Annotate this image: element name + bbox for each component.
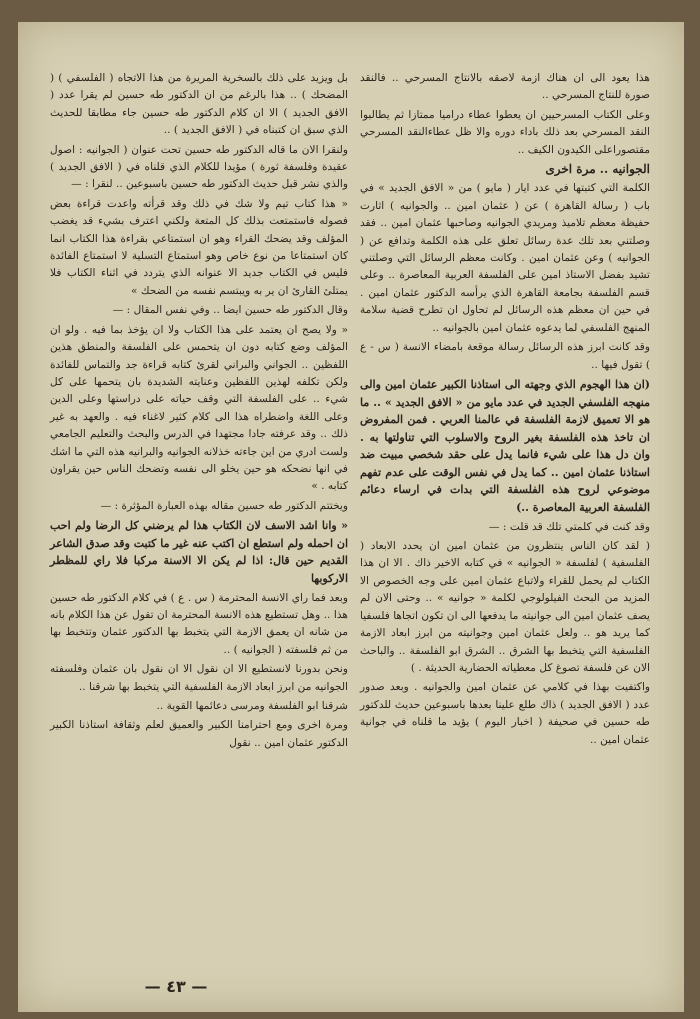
paragraph: شرقنا ابو الفلسفة ومرسى دعائمها القوية .. [156,699,348,712]
paragraph: « ولا يصح ان يعتمد على هذا الكتاب ولا ان يؤخذ بما فيه . ولو ان المؤلف وضع كتابه دون ان يتحمس على الفلسفة والمنطق هذين اللفظين .. الجواني والبراني لقرئ كتابه قراءة جد والتماس للفائدة ولكن تكلفه لهذين اللفظين وعنايته الشديدة بان يتحمها على كل شيء .. على الفلسفة التي وقف حياته على دراستها وعلى الدين وعلى اللغة واضطراه هذا الى كلام كثير لاغناء فيه . والعهد به غير ذلك .. وقد عرفته جادا مجتهدا في الدرس والبحث والتعليم الجامعي ولست ادري من اين جاءته خذلانه الجوانيه والبرانيه هذه التي ما اشك في انها نضحكه هو حين يخلو الى نفسه وتضحك الناس حين يقراون كتابه . » [50,323,348,493]
bold-quote: (ان هذا الهجوم الذي وجهته الى استاذنا الكبير عثمان امين والى منهجه الفلسفي الجديد في عدد مايو من « الافق الجديد » .. ما هو الا تعميق لازمة الفلسفة في عالمنا العربي . فمن المفروض ان تاخذ هذه الفلسفة بغير الروح والاسلوب التي تناولتها به . وان دل هذا على شيء فانما يدل على حقد شخصي مبيت ضد استاذنا عثمان امين .. كما يدل في نفس الوقت على عدم تفهم موضوعي لروح هذه الفلسفة التي بدات في ارساء دعائم الفلسفة العربية المعاصرة ..) [360,377,650,515]
paragraph: وعلى الكتاب المسرحيين ان يعطوا عطاء دراميا ممتازا ثم يطالبوا النقد المسرحي بعد ذلك باداء دوره والا ظل عطاءالنقد المسرحي مقتصوراعلى الكيدون الكيف .. [360,108,650,156]
paragraph: وقد كنت في كلمتي تلك قد قلت : — [488,520,650,533]
paragraph: واكتفيت بهذا في كلامي عن عثمان امين والجوانيه . وبعد صدور عدد ( الافق الجديد ) ذاك طلع علينا بعدها باسبوعين حديث للدكتور طه حسين في صحيفة ( اخبار اليوم ) يؤيد ما قلناه في جوانية عثمان امين .. [360,681,650,746]
bold-quote: « وانا اشد الاسف لان الكتاب هذا لم يرضني كل الرضا ولم احب ان احمله ولم استطع ان اكتب عنه غير ما كتبت وقد صدق الشاعر القديم حين قال: اذا لم يكن الا الاسنة مركبا فلا راي للمظطر الاركوبها [50,519,348,585]
paragraph: ( لقد كان الناس ينتظرون من عثمان امين ان يحدد الابعاد ( الفلسفية ) لفلسفة « الجوانيه » في كتابه الاخير ذاك . الا ان هذا الكتاب لم يحمل للقراء ولاتباع عثمان امين على وجه الخصوص الا المزيد من البحث الفيلولوجي لكلمة « جوانيه » .. وحتى الان لم يصف عثمان امين الى جوانيته ما يدفعها الى ان تكون اتجاها فلسفيا كما يريد هو .. ولعل عثمان امين وجوانيته من ابرز ابعاد الازمة الفلسفية التي يتخبط بها الشرق .. الشرق ابو الفلسفة .. والباحث الان عن فلسفة تصوغ كل معطياته الحضارية الحديثة . ) [360,540,650,674]
paragraph: « هذا كتاب تيم ولا شك في ذلك وقد قرأته واعدت قراءة بعض فصوله فاستمتعت بذلك كل المتعة ولكني اعترف بشيء قد يغضب المؤلف وقد يضحك القراء وهو ان استمتاعي بقراءة هذا الكتاب انما كان استمتاعا من نوع خاص وهو استمتاع التسلية لا استمتاع الفائدة فليس في الكتاب جديد الا عنوانه الذي يتردد في اثناء الكتاب فلا يمتلئ القارئ ان ير به ويبتسم نفسه من الضحك » [50,197,348,297]
paragraph: ويختتم الدكتور طه حسين مقاله بهذه العبارة المؤثرة : — [100,499,348,512]
magazine-page [18,22,684,1012]
paragraph: ومرة اخرى ومع احترامنا الكبير والعميق لعلم وثقافة استاذنا الكبير الدكتور عثمان امين .. نقول [50,719,348,749]
right-column [360,70,650,751]
paragraph: وقال الدكتور طه حسين ايضا .. وفي نفس المقال : — [112,304,348,317]
paragraph: ونحن بدورنا لانستطيع الا ان نقول الا ان نقول بان عثمان وفلسفته الجوانيه من ابرز ابعاد الازمة الفلسفية التي يتخبط بها شرقنا .. [50,663,348,693]
paragraph: الكلمة التي كتبتها في عدد ايار ( مايو ) من « الافق الجديد » في باب ( رسالة القاهرة ) عن ( عثمان امين .. والجوانيه ) اثارت حفيظة معظم تلاميذ ومريدي الجوانيه وصاحبها عثمان امين .. فقد وصلتني بعد تلك عدة رسائل تعلق على هذه الكلمة وتدافع عن ( الجوانيه ) وعن عثمان امين . وكانت معظم الرسائل التي وصلتني تشيد بفضل الاستاذ امين على الفلسفة العربية المعاصرة .. وعلى قسم الفلسفة بجامعة القاهرة الذي يرأسه الدكتور عثمان امين . في حين ان معظم هذه الرسائل لم تحاول ان تطرح قضية سلامة المنهج الفلسفي لما يدعوه عثمان امين بالجوانيه .. [360,182,650,334]
paragraph: وقد كانت ابرز هذه الرسائل رسالة موقعة بامضاء الانسة ( س - ع ) تقول فيها .. [360,341,650,371]
section-heading: الجوانيه .. مرة اخرى [545,162,650,177]
paragraph: وبعد فما راي الانسة المحترمة ( س . ع ) في كلام الدكتور طه حسين هذا .. وهل تستطيع هذه الانسة المحترمة ان تقول عن هذا الكلام بانه من شانه ان يعمق الازمة التي يتخبط بها الدكتور عثمان وتتخبط بها من ثم فلسفته ( الجوانيه ) .. [50,591,348,656]
left-column [50,70,348,754]
paragraph: ولنقرا الان ما قاله الدكتور طه حسين تحت عنوان ( الجوانيه : اصول عقيدة وفلسفة ثورة ) مؤيدا للكلام الذي قلناه في ( الافق الجديد ) والذي نشر قبل حديث الدكتور طه حسين باسبوعين .. لنقرا : — [50,143,348,191]
paragraph: بل ويزيد على ذلك بالسخرية المريرة من هذا الاتجاه ( الفلسفي ) ( المضحك ) .. هذا بالرغم من ان الدكتور طه حسين لم يقرا عدد ( الافق الجديد ) الا ان كلام الدكتور طه حسين جاء مطابقا للحديث الذي سبق ان كتبناه في ( الافق الجديد ) .. [50,72,348,137]
paragraph: هذا يعود الى ان هناك ازمة لاصقه بالانتاج المسرحي .. فالنقد صورة للنتاج المسرحي .. [360,72,650,102]
page-number: — ٤٣ — [144,977,208,996]
